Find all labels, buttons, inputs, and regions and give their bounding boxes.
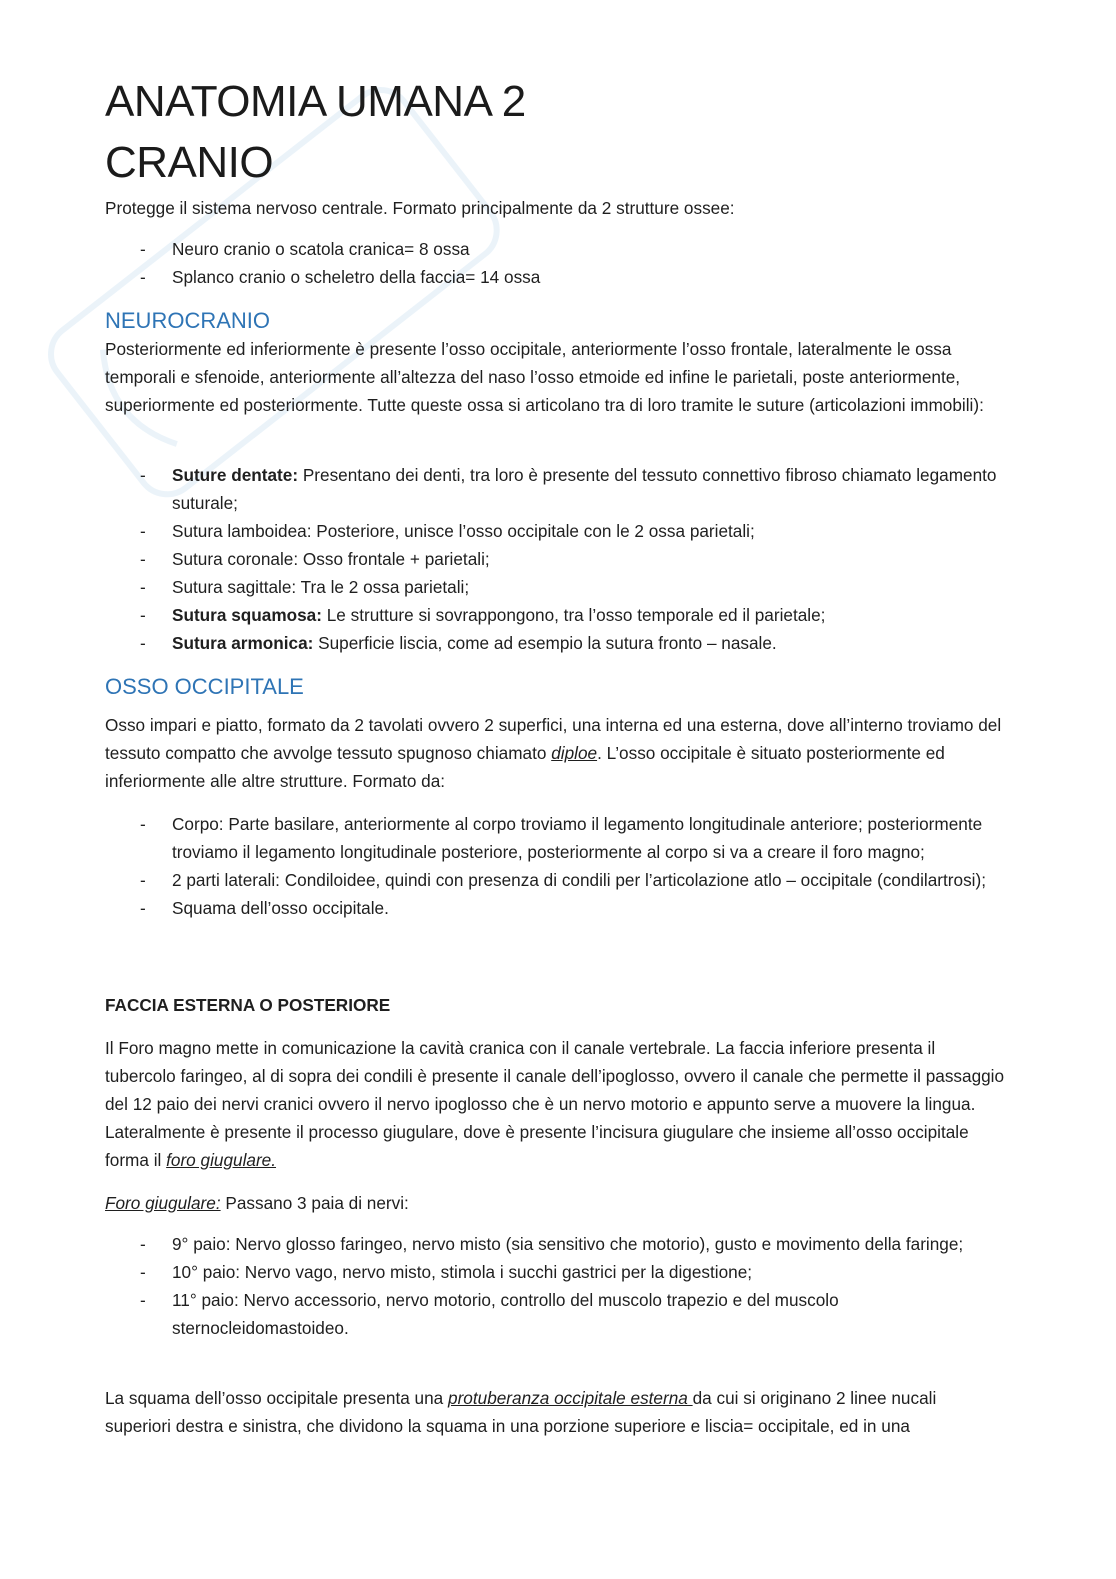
list-item: - 11° paio: Nervo accessorio, nervo motorio, controllo del muscolo trapezio e del muscolo sternocleidomastoideo. bbox=[105, 1286, 1005, 1342]
intro-paragraph: Protegge il sistema nervoso centrale. Formato principalmente da 2 strutture ossee: bbox=[105, 198, 735, 218]
dash-bullet: - bbox=[140, 870, 146, 890]
dash-bullet: - bbox=[140, 239, 146, 259]
sutures-list bbox=[105, 461, 1005, 657]
dash-bullet: - bbox=[140, 633, 146, 653]
foro-giugulare-term: foro giugulare. bbox=[166, 1150, 277, 1170]
list-item: - Splanco cranio o scheletro della faccia= 14 ossa bbox=[105, 263, 1005, 291]
dash-bullet: - bbox=[140, 1234, 146, 1254]
dash-bullet: - bbox=[140, 1290, 146, 1310]
list-item: - Sutura squamosa: Le strutture si sovrappongono, tra l’osso temporale ed il parietale; bbox=[105, 601, 1005, 629]
dash-bullet: - bbox=[140, 577, 146, 597]
dash-bullet: - bbox=[140, 1262, 146, 1282]
section-heading-neurocranio: NEUROCRANIO bbox=[105, 308, 271, 333]
list-item: - Suture dentate: Presentano dei denti, tra loro è presente del tessuto connettivo fibroso chiamato legamento suturale; bbox=[105, 461, 1005, 517]
dash-bullet: - bbox=[140, 465, 146, 485]
protuberanza-term: protuberanza occipitale esterna bbox=[448, 1388, 693, 1408]
subheading-faccia-esterna: FACCIA ESTERNA O POSTERIORE bbox=[105, 995, 391, 1015]
intro-list bbox=[105, 235, 1005, 291]
neurocranio-paragraph: Posteriormente ed inferiormente è presente l’osso occipitale, anteriormente l’osso frontale, lateralmente le ossa temporali e sfenoide, anteriormente all’altezza del naso l’osso etmoide ed infine le parietali, poste anteriormente, superiormente ed posteriormente. Tutte queste ossa si articolano tra di loro tramite le suture (articolazioni immobili): bbox=[105, 339, 984, 415]
occipitale-paragraph: Osso impari e piatto, formato da 2 tavolati ovvero 2 superfici, una interna ed una esterna, dove all’interno troviamo del tessuto compatto che avvolge tessuto spugnoso chiamato diploe. L’osso occipitale è situato posteriormente ed inferiormente alle altre strutture. Formato da: bbox=[105, 715, 1002, 791]
dash-bullet: - bbox=[140, 549, 146, 569]
faccia-paragraph: Il Foro magno mette in comunicazione la cavità cranica con il canale vertebrale. La faccia inferiore presenta il tubercolo faringeo, al di sopra dei condili è presente il canale dell’ipoglosso, ovvero il canale che permette il passaggio del 12 paio dei nervi cranici ovvero il nervo ipoglosso che è un nervo motorio e appunto serve a muovere la lingua. Lateralmente è presente il processo giugulare, dove è presente l’incisura giugulare che insieme all’osso occipitale forma il foro giugulare. bbox=[105, 1038, 1005, 1170]
section-heading-occipitale: OSSO OCCIPITALE bbox=[105, 674, 304, 699]
list-item: - Corpo: Parte basilare, anteriormente al corpo troviamo il legamento longitudinale anteriore; posteriormente troviamo il legamento longitudinale posteriore, posteriormente al corpo si va a creare il foro magno; bbox=[105, 810, 1005, 866]
list-item: - Neuro cranio o scatola cranica= 8 ossa bbox=[105, 235, 1005, 263]
list-item: - Sutura sagittale: Tra le 2 ossa parietali; bbox=[105, 573, 1005, 601]
foro-giugulare-paragraph: Foro giugulare: Passano 3 paia di nervi: bbox=[105, 1193, 409, 1213]
document-title: ANATOMIA UMANA 2 bbox=[105, 77, 526, 126]
occipitale-parts-list bbox=[105, 810, 1005, 922]
dash-bullet: - bbox=[140, 521, 146, 541]
nerves-list bbox=[105, 1230, 1005, 1342]
list-item: - Squama dell’osso occipitale. bbox=[105, 894, 1005, 922]
diploe-term: diploe bbox=[551, 743, 598, 763]
squama-paragraph: La squama dell’osso occipitale presenta una protuberanza occipitale esterna da cui si originano 2 linee nucali superiori destra e sinistra, che dividono la squama in una porzione superiore e liscia= occipitale, ed in una bbox=[105, 1388, 937, 1436]
dash-bullet: - bbox=[140, 898, 146, 918]
list-item: - 9° paio: Nervo glosso faringeo, nervo misto (sia sensitivo che motorio), gusto e movimento della faringe; bbox=[105, 1230, 1005, 1258]
dash-bullet: - bbox=[140, 605, 146, 625]
list-item: - Sutura coronale: Osso frontale + parietali; bbox=[105, 545, 1005, 573]
foro-giugulare-label: Foro giugulare: bbox=[105, 1193, 221, 1213]
document-subtitle: CRANIO bbox=[105, 138, 274, 187]
list-item: - 2 parti laterali: Condiloidee, quindi con presenza di condili per l’articolazione atlo – occipitale (condilartrosi); bbox=[105, 866, 1005, 894]
list-item: - 10° paio: Nervo vago, nervo misto, stimola i succhi gastrici per la digestione; bbox=[105, 1258, 1005, 1286]
dash-bullet: - bbox=[140, 267, 146, 287]
list-item: - Sutura armonica: Superficie liscia, come ad esempio la sutura fronto – nasale. bbox=[105, 629, 1005, 657]
dash-bullet: - bbox=[140, 814, 146, 834]
list-item: - Sutura lamboidea: Posteriore, unisce l’osso occipitale con le 2 ossa parietali; bbox=[105, 517, 1005, 545]
